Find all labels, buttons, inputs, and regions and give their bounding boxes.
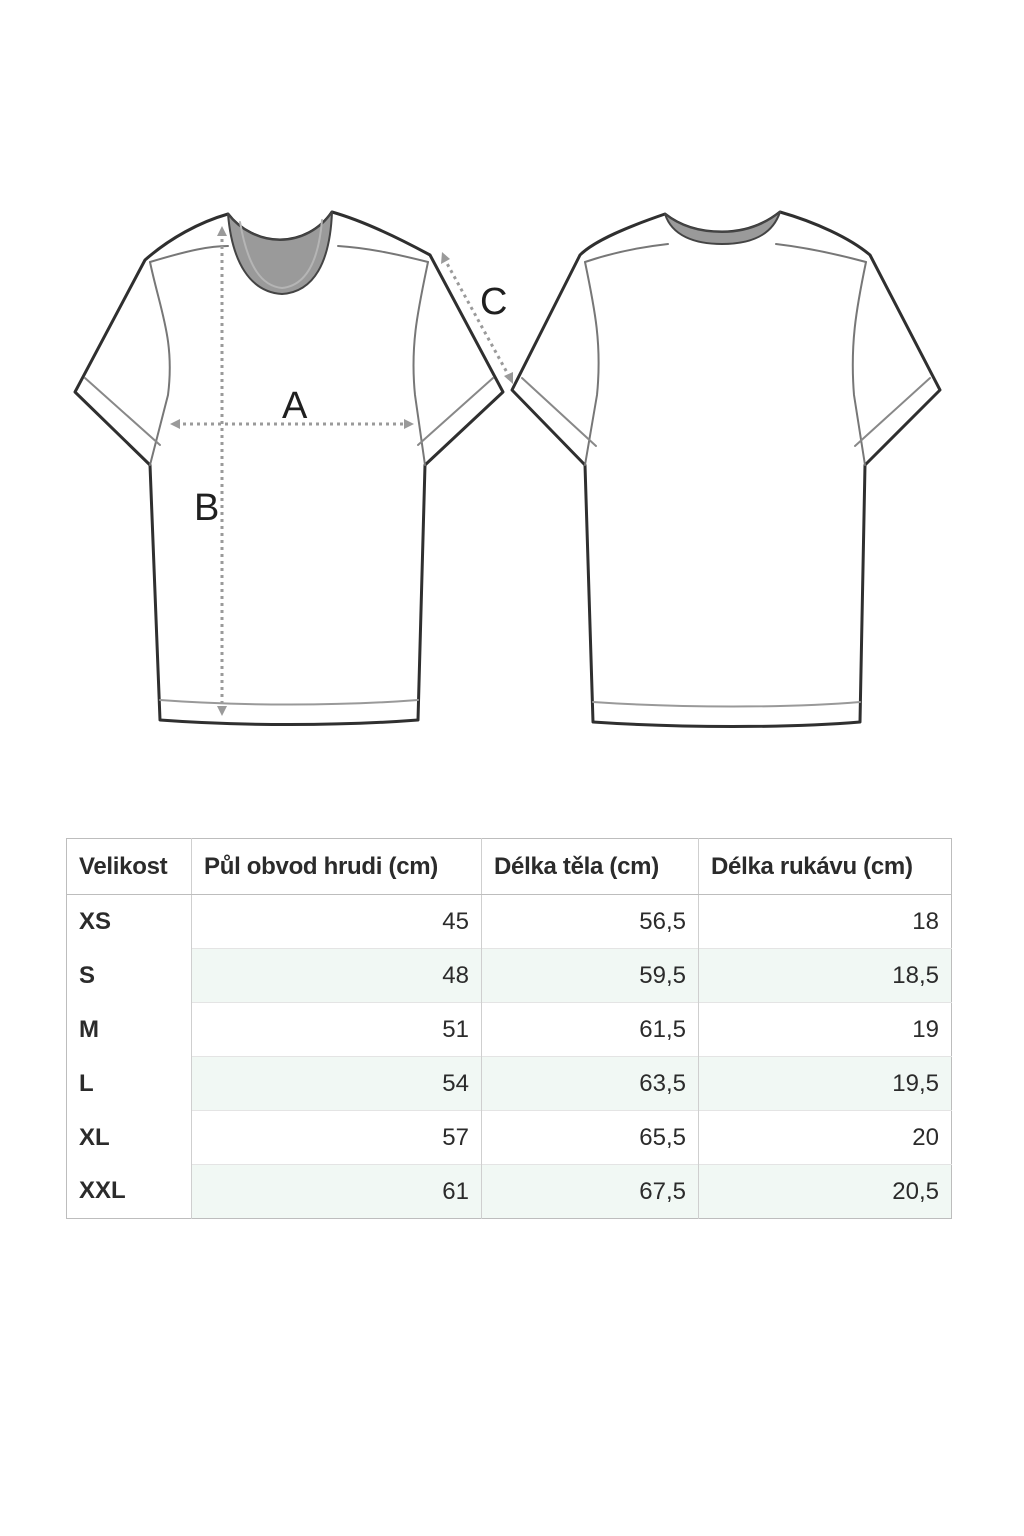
- dimension-a: [170, 385, 414, 429]
- header-size: Velikost: [67, 839, 192, 895]
- dimension-label-c: C: [480, 281, 508, 323]
- size-table: [66, 838, 952, 1219]
- back-body-outline: [512, 212, 940, 727]
- chest-cell: 61: [192, 1165, 482, 1219]
- table-row: [67, 895, 952, 949]
- dimension-b: [194, 226, 227, 716]
- size-cell: S: [79, 961, 96, 989]
- chest-cell: 48: [192, 949, 482, 1003]
- body-length-cell: 63,5: [482, 1057, 699, 1111]
- size-cell: L: [79, 1069, 94, 1097]
- chest-cell: 57: [192, 1111, 482, 1165]
- size-cell: XXL: [79, 1177, 126, 1205]
- tshirt-back: [512, 212, 940, 727]
- size-cell: M: [79, 1015, 99, 1043]
- table-row: [67, 1003, 952, 1057]
- table-row: [67, 1111, 952, 1165]
- table-row: [67, 1057, 952, 1111]
- body-length-cell: 59,5: [482, 949, 699, 1003]
- dimension-c: [441, 252, 513, 384]
- table-header-row: [67, 839, 952, 895]
- dimension-label-a: A: [282, 385, 308, 427]
- sleeve-length-cell: 20,5: [699, 1165, 952, 1219]
- header-sleeve-length: Délka rukávu (cm): [699, 839, 952, 895]
- body-length-cell: 61,5: [482, 1003, 699, 1057]
- body-length-cell: 67,5: [482, 1165, 699, 1219]
- sleeve-length-cell: 20: [699, 1111, 952, 1165]
- sleeve-length-cell: 19: [699, 1003, 952, 1057]
- chest-cell: 54: [192, 1057, 482, 1111]
- body-length-cell: 56,5: [482, 895, 699, 949]
- header-chest: Půl obvod hrudi (cm): [192, 839, 482, 895]
- sleeve-length-cell: 18,5: [699, 949, 952, 1003]
- back-collar: [665, 212, 780, 244]
- chest-cell: 51: [192, 1003, 482, 1057]
- table-row: [67, 949, 952, 1003]
- size-cell: XS: [79, 907, 112, 935]
- table-row: [67, 1165, 952, 1219]
- size-cell: XL: [79, 1123, 110, 1151]
- sleeve-length-cell: 19,5: [699, 1057, 952, 1111]
- tshirt-front: [75, 212, 503, 725]
- body-length-cell: 65,5: [482, 1111, 699, 1165]
- chest-cell: 45: [192, 895, 482, 949]
- header-body-length: Délka těla (cm): [482, 839, 699, 895]
- dimension-label-b: B: [194, 487, 220, 529]
- sleeve-length-cell: 18: [699, 895, 952, 949]
